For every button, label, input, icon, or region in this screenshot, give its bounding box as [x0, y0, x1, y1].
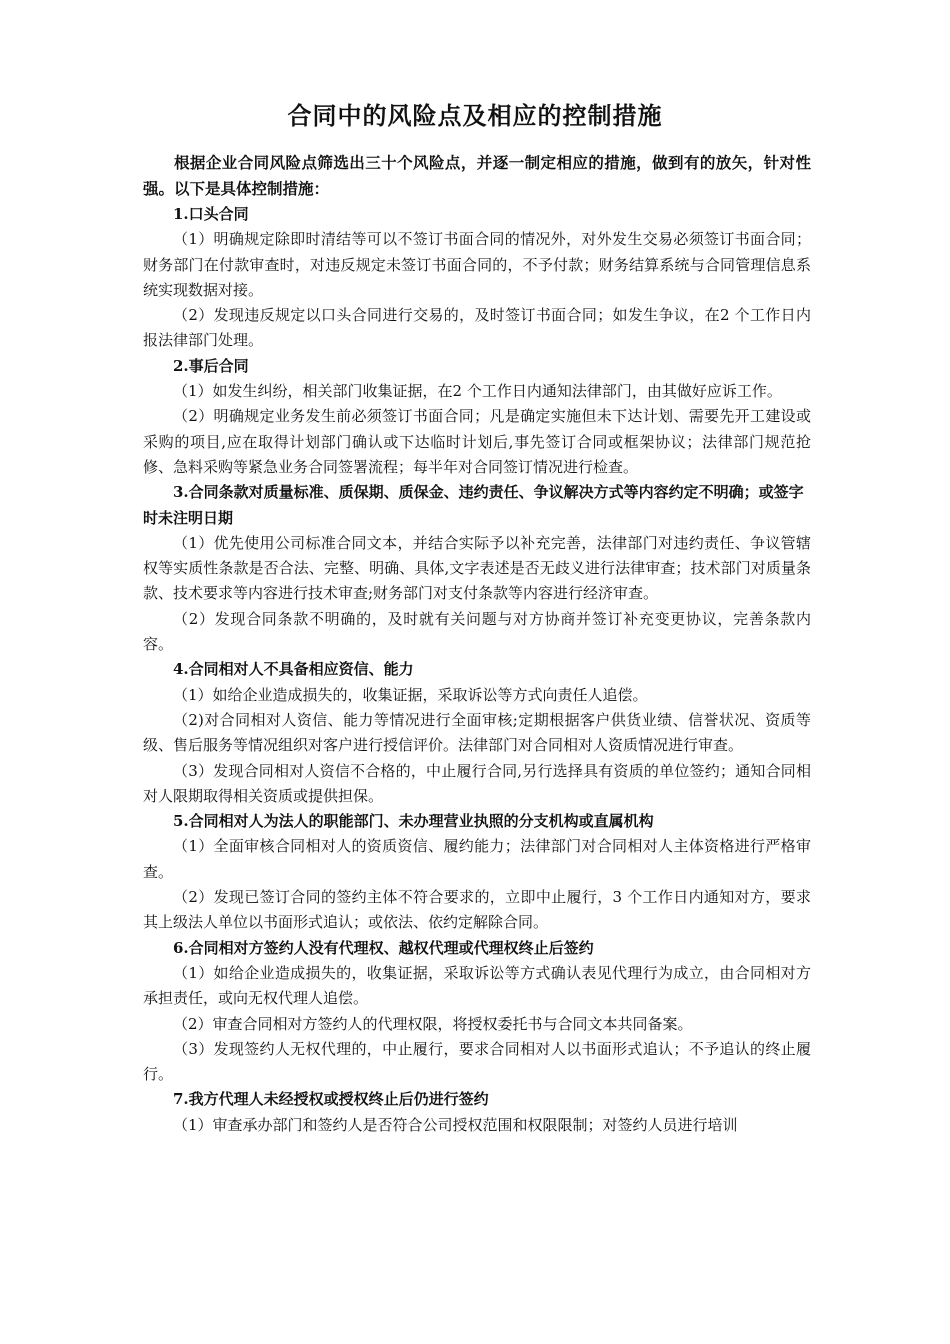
section-heading: 1.口头合同 — [173, 205, 249, 223]
section-paragraph: （1）如给企业造成损失的，收集证据，采取诉讼等方式向责任人追偿。 — [173, 685, 648, 704]
section-paragraph: （1）全面审核合同相对人的资质资信、履约能力；法律部门对合同相对人主体资格进行严格审查。 — [143, 837, 811, 881]
section-paragraph: （1）如给企业造成损失的，收集证据，采取诉讼等方式确认表见代理行为成立，由合同相对方承担责任，或向无权代理人追偿。 — [143, 963, 811, 1008]
document-title: 合同中的风险点及相应的控制措施 — [287, 102, 663, 130]
intro-paragraph: 根据企业合同风险点筛选出三十个风险点，并逐一制定相应的措施，做到有的放矢，针对性强。以下是具体控制措施： — [143, 153, 811, 198]
section-paragraph: （1）优先使用公司标准合同文本，并结合实际予以补充完善，法律部门对违约责任、争议管辖权等实质性条款是否合法、完整、明确、具体,文字表述是否无歧义进行法律审查；技术部门对质量条款、技术要求等内容进行技术审查;财务部门对支付条款等内容进行经济审查。 — [143, 533, 811, 603]
section-paragraph: （2）发现已签订合同的签约主体不符合要求的，立即中止履行，3 个工作日内通知对方，要求其上级法人单位以书面形式追认；或依法、依约定解除合同。 — [143, 888, 811, 932]
section-paragraph: （1）如发生纠纷，相关部门收集证据，在2 个工作日内通知法律部门，由其做好应诉工作。 — [173, 382, 782, 401]
section-heading: 2.事后合同 — [173, 356, 249, 375]
section-heading: 5.合同相对人为法人的职能部门、未办理营业执照的分支机构或直属机构 — [173, 812, 654, 831]
section-paragraph: （2)对合同相对人资信、能力等情况进行全面审核;定期根据客户供货业绩、信誉状况、资质等级、售后服务等情况组织对客户进行授信评价。法律部门对合同相对人资质情况进行审查。 — [143, 710, 811, 755]
section-paragraph: （2）发现合同条款不明确的，及时就有关问题与对方协商并签订补充变更协议，完善条款内容。 — [143, 609, 811, 654]
section-paragraph: （3）发现签约人无权代理的，中止履行，要求合同相对人以书面形式追认；不予追认的终止履行。 — [143, 1039, 811, 1084]
section-heading: 7.我方代理人未经授权或授权终止后仍进行签约 — [173, 1090, 489, 1109]
section-heading: 3.合同条款对质量标准、质保期、质保金、违约责任、争议解决方式等内容约定不明确；或签字时未注明日期 — [143, 483, 804, 527]
section-paragraph: （2）发现违反规定以口头合同进行交易的，及时签订书面合同；如发生争议，在2 个工作日内报法律部门处理。 — [143, 306, 811, 350]
section-heading: 4.合同相对人不具备相应资信、能力 — [173, 660, 414, 679]
section-paragraph: （1）明确规定除即时清结等可以不签订书面合同的情况外，对外发生交易必须签订书面合同；财务部门在付款审查时，对违反规定未签订书面合同的，不予付款；财务结算系统与合同管理信息系统实现数据对接。 — [143, 230, 811, 299]
section-paragraph: （1）审查承办部门和签约人是否符合公司授权范围和权限限制；对签约人员进行培训 — [173, 1115, 738, 1134]
section-paragraph: （3）发现合同相对人资信不合格的，中止履行合同,另行选择具有资质的单位签约；通知合同相对人限期取得相关资质或提供担保。 — [143, 761, 811, 805]
section-paragraph: （2）审查合同相对方签约人的代理权限，将授权委托书与合同文本共同备案。 — [173, 1014, 693, 1033]
section-paragraph: （2）明确规定业务发生前必须签订书面合同；凡是确定实施但未下达计划、需要先开工建设或采购的项目,应在取得计划部门确认或下达临时计划后,事先签订合同或框架协议；法律部门规范抢修、急料采购等紧急业务合同签署流程；每半年对合同签订情况进行检查。 — [143, 407, 811, 476]
section-heading: 6.合同相对方签约人没有代理权、越权代理或代理权终止后签约 — [173, 938, 594, 957]
document-body — [143, 150, 811, 1138]
